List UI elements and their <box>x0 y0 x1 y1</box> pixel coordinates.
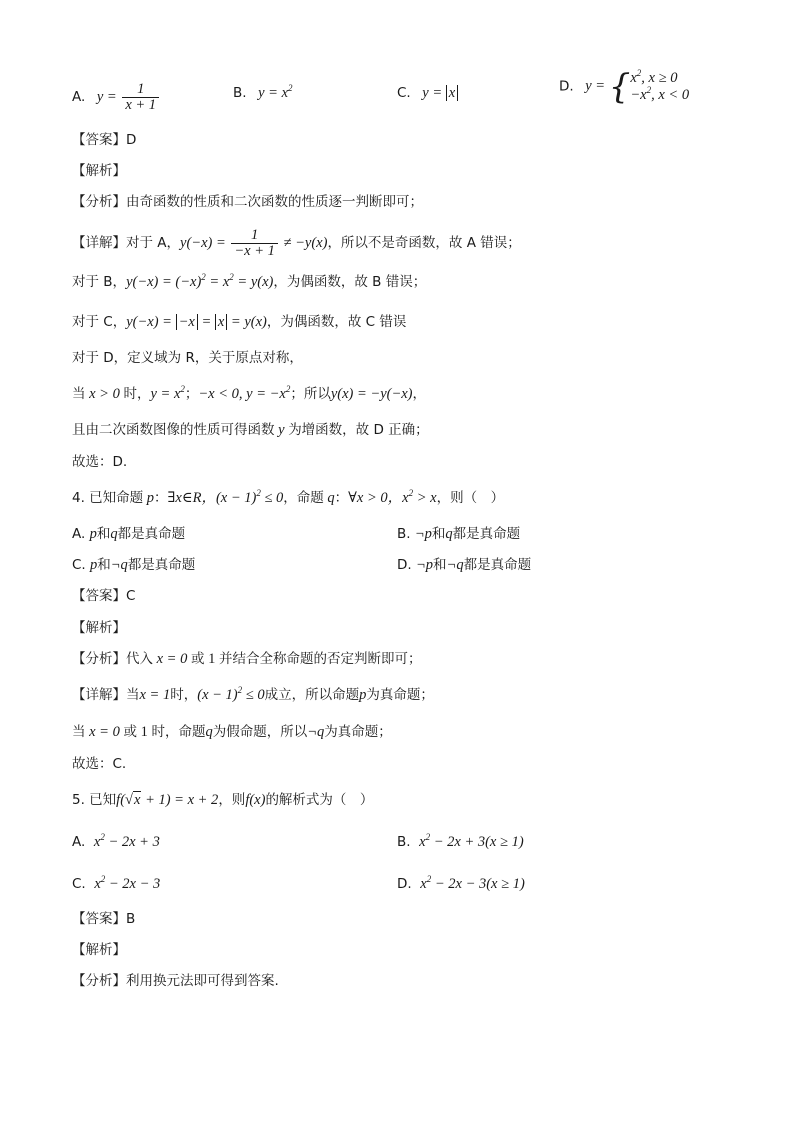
formula: y(x) = −y(−x) <box>330 386 413 402</box>
formula: x > 0 <box>85 386 124 402</box>
option-label: A. <box>72 526 86 542</box>
formula-a: y = $\frac{1}{x + 1}$ <box>90 89 161 105</box>
text: 并结合全称命题的否定判断即可； <box>218 651 422 667</box>
text: 对于 C， <box>72 314 127 330</box>
formula: ∃x∈R，$(x - 1)^2 \le 0$ <box>167 488 284 506</box>
formula: $x^2 - 2x - 3(x \ge 1)$ <box>420 874 525 892</box>
text: 对于 B， <box>72 274 127 290</box>
q5-stem <box>72 790 373 810</box>
q3-detail-d1: 对于 D，定义域为 R，关于原点对称， <box>72 350 303 366</box>
formula: ¬p <box>415 557 434 573</box>
formula: p <box>143 490 155 506</box>
formula: ¬p <box>414 526 432 542</box>
formula: −x < 0, $y = -x^2$ <box>198 384 291 402</box>
formula: f(x) <box>245 792 266 808</box>
text: 或 <box>123 724 137 740</box>
formula: $x^2 - 2x + 3$ <box>93 832 160 850</box>
text: 成立，所以命题 <box>264 687 360 703</box>
text: 【详解】对于 A， <box>72 234 181 251</box>
option-label: A. <box>72 834 86 850</box>
formula: f(√x + 1) = x + 2 <box>116 792 219 808</box>
q3-fenxi: 【分析】由奇函数的性质和二次函数的性质逐一判断即可； <box>72 194 423 210</box>
q5-option-a <box>72 832 160 852</box>
formula: q <box>323 490 335 506</box>
text: 【分析】代入 <box>72 651 153 667</box>
formula: ¬q <box>307 724 325 740</box>
text: 和 <box>433 557 447 573</box>
text: ，为偶函数，故 C 错误 <box>266 314 407 330</box>
q4-fenxi <box>72 649 421 669</box>
option-label: D. <box>559 78 574 95</box>
q4-option-d <box>397 555 531 575</box>
option-label: B. <box>233 85 247 101</box>
formula: $x^2 - 2x - 3$ <box>94 874 161 892</box>
formula: p <box>359 687 367 703</box>
text: 为真命题； <box>366 687 434 703</box>
formula: y <box>274 422 289 438</box>
q3-option-b <box>233 83 293 103</box>
text: 的解析式为（ ） <box>265 792 374 808</box>
text: 和 <box>431 526 446 542</box>
text: 为增函数，故 D 正确； <box>288 422 429 438</box>
formula: ¬q <box>446 557 464 573</box>
option-label: B. <box>397 834 411 850</box>
option-label: C. <box>397 85 411 101</box>
q3-option-c <box>397 83 458 103</box>
formula: q <box>445 526 453 542</box>
text: 或 <box>190 651 205 667</box>
formula: x = 0 <box>85 724 124 740</box>
text: ， <box>412 386 427 402</box>
q3-answer: 【答案】D <box>72 132 137 148</box>
q4-detail-2 <box>72 722 392 742</box>
text: 时，命题 <box>151 724 206 740</box>
formula: $y = x^2$ <box>150 384 185 402</box>
text: ，则（ ） <box>436 490 505 506</box>
text: 为真命题； <box>324 724 392 740</box>
formula: ∀x > 0，$x^2 > x$ <box>348 488 437 506</box>
text: 都是真命题 <box>463 557 532 573</box>
text: 且由二次函数图像的性质可得函数 <box>72 422 275 438</box>
q5-option-c <box>72 874 160 894</box>
q4-option-b <box>397 524 520 544</box>
text: ，命题 <box>283 490 324 506</box>
formula: y(−x) = −x = x = y(x) <box>126 314 267 330</box>
q3-detail-d2 <box>72 384 426 404</box>
formula: $(x - 1)^2 \le 0$ <box>197 685 265 703</box>
text: 和 <box>96 526 111 542</box>
formula: 1 <box>204 651 219 667</box>
q5-option-b <box>397 832 524 852</box>
formula: $x^2 - 2x + 3(x \ge 1)$ <box>419 832 524 850</box>
q4-jiexi: 【解析】 <box>72 620 126 636</box>
text: ； <box>184 386 199 402</box>
text: 4. 已知命题 <box>72 490 144 506</box>
q4-option-c <box>72 555 195 575</box>
q3-option-a <box>72 82 161 113</box>
formula-b: $y = x^2$ <box>250 83 293 101</box>
text: 5. 已知 <box>72 792 117 808</box>
formula: ¬q <box>110 557 128 573</box>
q5-fenxi: 【分析】利用换元法即可得到答案. <box>72 973 279 989</box>
formula: $y(-x) = (-x)^2 = x^2 = y(x)$ <box>126 272 274 290</box>
text: ，所以不是奇函数，故 A 错误； <box>327 234 521 251</box>
q4-stem: 4. 已知命题 p：∃x∈R，$(x - 1)^2 \le 0$，命题 q：∀x > 0，$x^2 > x$，则（ ） <box>72 488 505 506</box>
q5-option-d <box>397 874 525 894</box>
text: 都是真命题 <box>117 526 186 542</box>
formula: x = 0 <box>153 651 191 667</box>
formula: y(−x) = $\frac{1}{-x + 1}$ ≠ −y(x) <box>180 227 328 259</box>
text: 都是真命题 <box>127 557 196 573</box>
text: 和 <box>97 557 111 573</box>
q4-conclusion: 故选：C. <box>72 756 127 772</box>
q4-answer: 【答案】C <box>72 588 136 604</box>
q4-option-a <box>72 524 185 544</box>
formula: 1 <box>136 724 152 740</box>
text: ，则 <box>218 792 246 808</box>
formula-c: y = x <box>415 85 458 101</box>
text: ；所以 <box>290 386 331 402</box>
q5-jiexi: 【解析】 <box>72 942 126 958</box>
text: 当 <box>72 724 86 740</box>
q3-option-d <box>559 67 690 107</box>
text: 【详解】当 <box>72 687 140 703</box>
text: 时， <box>170 687 198 703</box>
formula: q <box>205 724 213 740</box>
q3-jiexi: 【解析】 <box>72 163 126 179</box>
text: 都是真命题 <box>452 526 521 542</box>
text: ，为偶函数，故 B 错误； <box>273 274 427 290</box>
option-label: D. <box>397 876 412 892</box>
q3-detail-d3 <box>72 420 429 440</box>
option-label: C. <box>72 557 86 573</box>
q3-detail-a <box>72 228 521 259</box>
q4-detail-1 <box>72 685 434 705</box>
option-label: C. <box>72 876 86 892</box>
q3-conclusion: 故选：D. <box>72 454 128 470</box>
q3-detail-b <box>72 272 426 292</box>
formula: p <box>89 526 97 542</box>
option-label: D. <box>397 557 412 573</box>
text: 当 <box>72 386 86 402</box>
formula: q <box>110 526 118 542</box>
q3-detail-c <box>72 312 406 332</box>
q5-answer: 【答案】B <box>72 911 136 927</box>
formula: x = 1 <box>139 687 171 703</box>
formula-d: y = { $x^2$, x ≥ 0 $-x^2$, x < 0 <box>577 67 690 107</box>
option-label: A. <box>72 88 86 105</box>
formula: p <box>90 557 98 573</box>
text: 时， <box>123 386 151 402</box>
text: 为假命题，所以 <box>212 724 308 740</box>
option-label: B. <box>397 526 411 542</box>
